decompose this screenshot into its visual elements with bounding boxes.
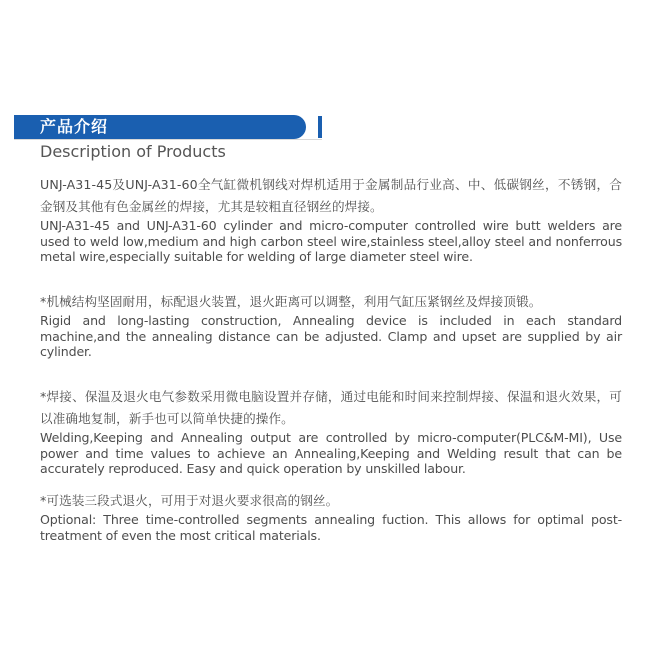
section-divider <box>14 139 322 140</box>
section-title-en: Description of Products <box>40 142 226 161</box>
section-title-cn: 产品介绍 <box>40 117 109 136</box>
section-header-accent <box>318 116 322 138</box>
construction-text-cn: *机械结构坚固耐用，标配退火装置，退火距离可以调整，利用气缸压紧钢丝及焊接顶锻。 <box>40 294 542 309</box>
optional-text-en: Optional: Three time-controlled segments annealing fuction. This allows for optimal post-treatment of even the most critical materials. <box>40 512 622 543</box>
description-block-control <box>40 386 622 477</box>
control-text-en: Welding,Keeping and Annealing output are controlled by micro-computer(PLC&M-MI), Use power and time values to achieve an Annealing,Keeping and Welding result that can be accurately reproduced. Easy and quick operation by unskilled labour. <box>40 430 622 477</box>
optional-text-cn: *可选装三段式退火，可用于对退火要求很高的钢丝。 <box>40 493 339 508</box>
construction-text-en: Rigid and long-lasting construction, Annealing device is included in each standard machine,and the annealing distance can be adjusted. Clamp and upset are supplied by air cylinder. <box>40 313 622 360</box>
overview-text-en: UNJ-A31-45 and UNJ-A31-60 cylinder and micro-computer controlled wire butt welders are used to weld low,medium and high carbon steel wire,stainless steel,alloy steel and nonferrous metal wire,especially suitable for welding of large diameter steel wire. <box>40 218 622 265</box>
description-block-optional <box>40 490 622 543</box>
description-block-overview <box>40 174 622 265</box>
overview-text-cn: UNJ-A31-45及UNJ-A31-60全气缸微机钢线对焊机适用于金属制品行业高、中、低碳钢丝，不锈钢，合金钢及其他有色金属丝的焊接，尤其是较粗直径钢丝的焊接。 <box>40 177 622 214</box>
control-text-cn: *焊接、保温及退火电气参数采用微电脑设置并存储，通过电能和时间来控制焊接、保温和退火效果，可以准确地复制，新手也可以简单快捷的操作。 <box>40 389 622 426</box>
description-block-construction <box>40 291 622 360</box>
